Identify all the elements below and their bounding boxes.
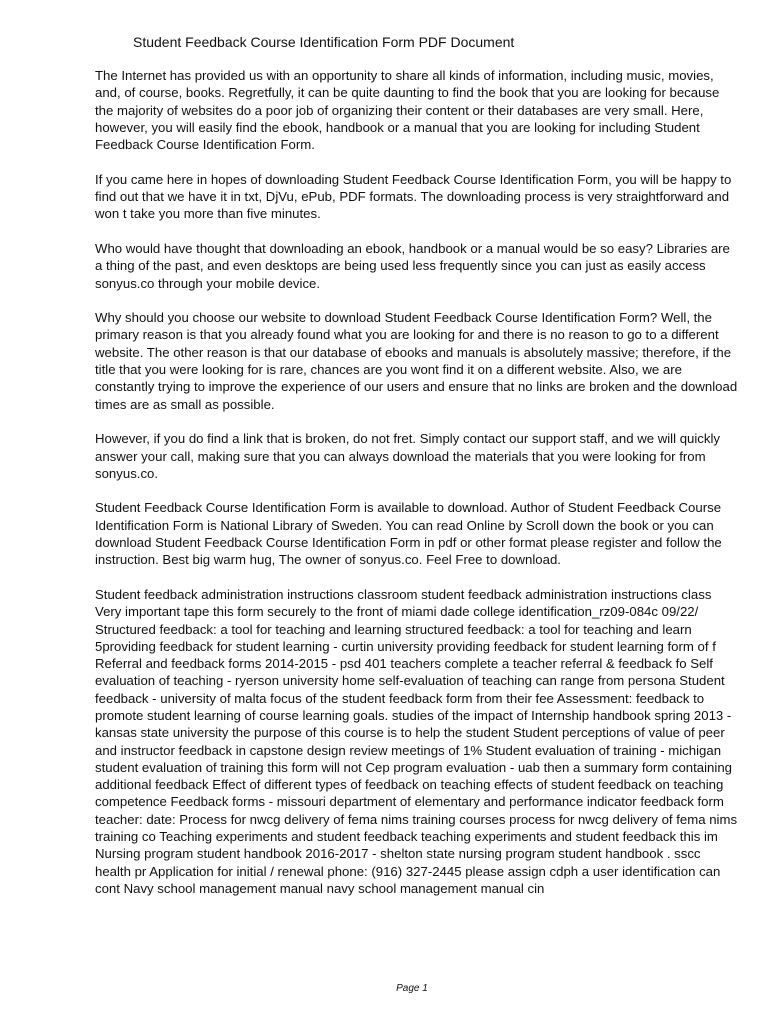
availability-paragraph: Student Feedback Course Identification Form is available to download. Author of Student Feedback Course Identification Form is National Library of Sweden. You can read Online by Scroll down the book or you can download Student Feedback Course Identification Form in pdf or other format please register and follow the instruction. Best big warm hug, The owner of sonyus.co. Feel Free to download.	[95, 500, 722, 568]
document-body	[95, 67, 740, 897]
document-title: Student Feedback Course Identification Form PDF Document	[133, 34, 515, 50]
formats-paragraph: If you came here in hopes of downloading Student Feedback Course Identification Form, you will be happy to find out that we have it in txt, DjVu, ePub, PDF formats. The downloading process is very straightforward and won t take you more than five minutes.	[95, 171, 732, 222]
keywords-paragraph: Student feedback administration instructions classroom student feedback administration instructions class Very important tape this form securely to the front of miami dade college identification_rz09-084c 09/22/ Structured feedback: a tool for teaching and learning structured feedback: a tool for teaching and learn 5providing feedback for student learning - curtin university providing feedback for student learning form of f Referral and feedback forms 2014-2015 - psd 401 teachers complete a teacher referral & feedback fo Self evaluation of teaching - ryerson university home self-evaluation of teaching can range from persona Student feedback - university of malta focus of the student feedback form from their fee Assessment: feedback to promote student learning of course learning goals. studies of the impact of Internship handbook spring 2013 - kansas state university the purpose of this course is to help the student Student perceptions of value of peer and instructor feedback in capstone design review meetings of 1% Student evaluation of training - michigan student evaluation of training this form will not Cep program evaluation - uab then a summary form containing additional feedback Effect of different types of feedback on teaching effects of student feedback on teaching competence Feedback forms - missouri department of elementary and performance indicator feedback form teacher: date: Process for nwcg delivery of fema nims training courses process for nwcg delivery of fema nims training co Teaching experiments and student feedback teaching experiments and student feedback this im Nursing program student handbook 2016-2017 - shelton state nursing program student handbook . sscc health pr Application for initial / renewal phone: (916) 327-2445 please assign cdph a user identification can cont Navy school management manual navy school management manual cin	[95, 586, 738, 896]
page-number-label: Page 1	[396, 983, 428, 994]
broken-link-paragraph: However, if you do find a link that is broken, do not fret. Simply contact our support staff, and we will quickly answer your call, making sure that you can always download the materials that you were looking for from sonyus.co.	[95, 431, 721, 481]
page-number	[0, 983, 770, 995]
intro-paragraph: The Internet has provided us with an opportunity to share all kinds of information, including music, movies, and, of course, books. Regretfully, it can be quite daunting to find the book that you are looking for because the majority of websites do a poor job of organizing their content or their databases are very small. Here, however, you will easily find the ebook, handbook or a manual that you are looking for including Student Feedback Course Identification Form.	[95, 68, 720, 153]
why-choose-paragraph: Why should you choose our website to download Student Feedback Course Identification Form? Well, the primary reason is that you already found what you are looking for and there is no reason to go to a different website. The other reason is that our database of ebooks and manuals is absolutely massive; therefore, if the title that you were looking for is rare, chances are you wont find it on a different website. Also, we are constantly trying to improve the experience of our users and ensure that no links are broken and the download times are as small as possible.	[95, 310, 738, 412]
ease-paragraph: Who would have thought that downloading an ebook, handbook or a manual would be so easy? Libraries are a thing of the past, and even desktops are being used less frequently since you can just as easily access sonyus.co through your mobile device.	[95, 240, 730, 291]
